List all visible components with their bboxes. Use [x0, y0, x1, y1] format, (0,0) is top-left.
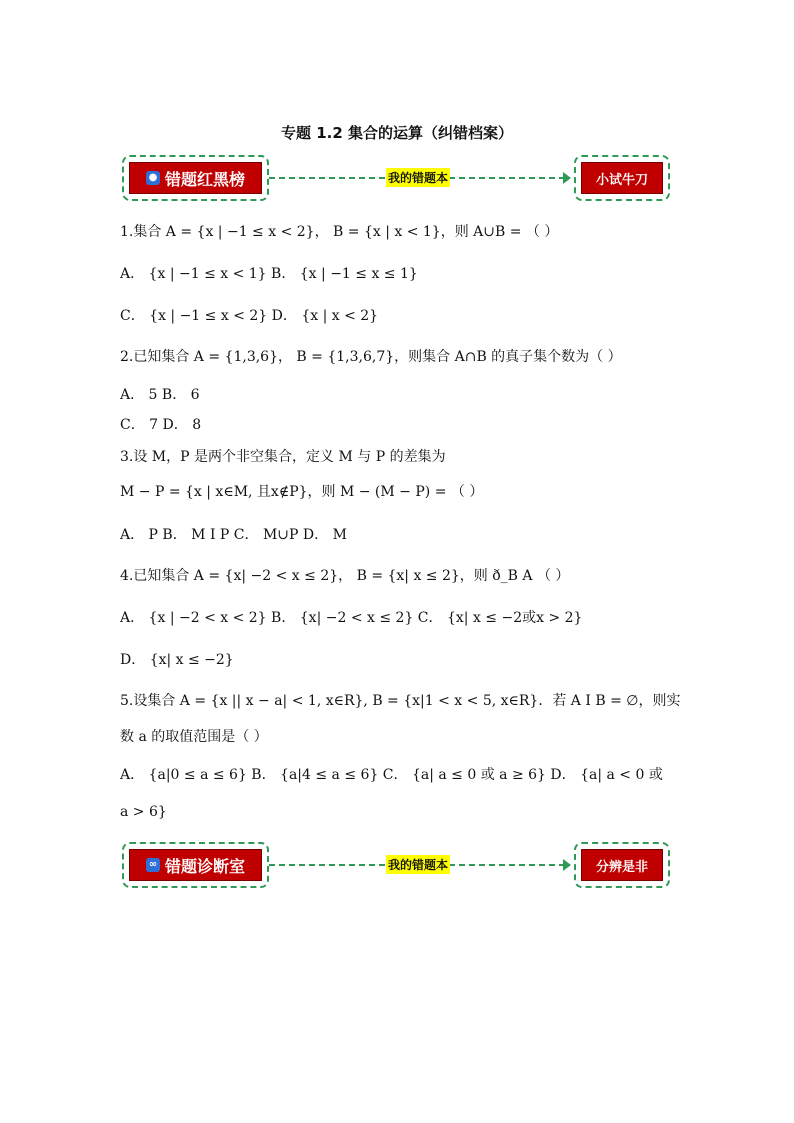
banner-right-label: 分辨是非 [581, 849, 663, 881]
option-line: a > 6} [120, 804, 167, 820]
banner-middle-label: 我的错题本 [386, 168, 450, 187]
banner-left-box [122, 842, 269, 888]
arrowhead-icon [563, 859, 571, 871]
question-line: M − P = {x | x∈M, 且x∉P}，则 M − (M − P) = （ ） [120, 484, 484, 500]
banner-left-box [122, 155, 269, 201]
banner-right-box [574, 842, 670, 888]
option-line: C． {x | −1 ≤ x < 2} D． {x | x < 2} [120, 308, 379, 324]
option-line: D． {x| x ≤ −2} [120, 652, 234, 668]
banner-error-list [122, 155, 672, 203]
question-line: 1.集合 A = {x | −1 ≤ x < 2}， B = {x | x < 1}，则 A∪B = （ ） [120, 224, 559, 240]
option-line: A． {a|0 ≤ a ≤ 6} B． {a|4 ≤ a ≤ 6} C． {a| a ≤ 0 或 a ≥ 6} D． {a| a < 0 或 [120, 767, 663, 783]
question-line: 2.已知集合 A = {1,3,6}， B = {1,3,6,7}，则集合 A∩B 的真子集个数为（ ） [120, 349, 622, 365]
question-line: 3.设 M，P 是两个非空集合，定义 M 与 P 的差集为 [120, 449, 446, 465]
option-line: A． {x | −2 < x < 2} B． {x| −2 < x ≤ 2} C． {x| x ≤ −2或x > 2} [120, 610, 583, 626]
option-line: A． 5 B． 6 [120, 387, 200, 403]
option-line: C． 7 D． 8 [120, 417, 202, 433]
user-icon: ● [146, 171, 160, 185]
link-icon: ∞ [146, 858, 160, 872]
option-line: A． {x | −1 ≤ x < 1} B． {x | −1 ≤ x ≤ 1} [120, 266, 418, 282]
banner-right-label: 小试牛刀 [581, 162, 663, 194]
banner-right-box [574, 155, 670, 201]
arrowhead-icon [563, 172, 571, 184]
banner-diagnosis [122, 842, 672, 890]
question-line: 4.已知集合 A = {x| −2 < x ≤ 2}， B = {x| x ≤ 2}，则 ð_B A （ ） [120, 568, 570, 584]
option-line: A． P B． M I P C． M∪P D． M [120, 527, 347, 543]
page-title: 专题 1.2 集合的运算（纠错档案） [280, 124, 514, 142]
question-line: 数 a 的取值范围是（ ） [120, 729, 268, 745]
banner-left-label: 错题红黑榜 [164, 169, 245, 189]
question-line: 5.设集合 A = {x || x − a| < 1, x∈R}, B = {x|1 < x < 5, x∈R}．若 A I B = ∅，则实 [120, 693, 681, 709]
banner-left-label: 错题诊断室 [164, 856, 245, 876]
banner-middle-label: 我的错题本 [386, 855, 450, 874]
